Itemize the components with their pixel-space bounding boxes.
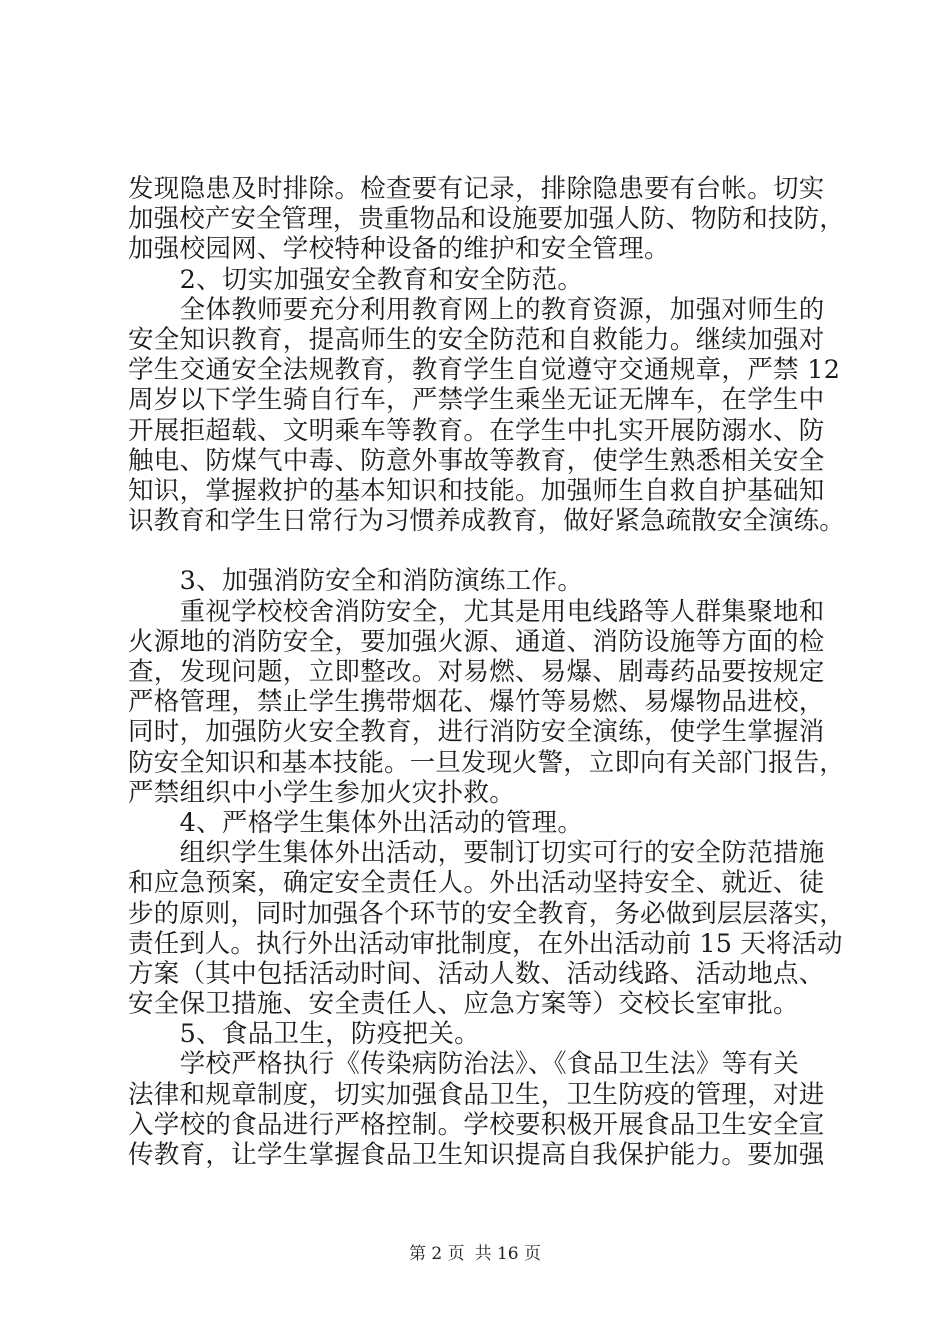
text-line: 责任到人。执行外出活动审批制度，在外出活动前 15 天将活动 (128, 928, 843, 959)
text-line: 查，发现问题，立即整改。对易燃、易爆、剧毒药品要按规定 (128, 657, 825, 687)
text-line: 开展拒超载、文明乘车等教育。在学生中扎实开展防溺水、防 (128, 415, 825, 446)
text-line: 安全保卫措施、安全责任人、应急方案等）交校长室审批。 (128, 989, 799, 1020)
text-line: 严禁组织中小学生参加火灾扑救。 (128, 777, 516, 808)
blank-line (128, 536, 848, 566)
text-line: 发现隐患及时排除。检查要有记录，排除隐患要有台帐。切实 (128, 174, 825, 204)
page-number: 第 2 页 (408, 1244, 465, 1264)
text-line: 严格管理，禁止学生携带烟花、爆竹等易燃、易爆物品进校， (128, 687, 825, 718)
text-line: 重视学校校舍消防安全，尤其是用电线路等人群集聚地和 (128, 596, 825, 627)
text-line: 法律和规章制度，切实加强食品卫生，卫生防疫的管理，对进 (128, 1079, 825, 1110)
text-line: 防安全知识和基本技能。一旦发现火警，立即向有关部门报告， (128, 747, 845, 778)
text-line: 全体教师要充分利用教育网上的教育资源，加强对师生的 (128, 294, 825, 325)
text-line: 加强校产安全管理，贵重物品和设施要加强人防、物防和技防， (128, 204, 845, 235)
text-line: 方案（其中包括活动时间、活动人数、活动线路、活动地点、 (128, 958, 825, 989)
text-line: 安全知识教育，提高师生的安全防范和自救能力。继续加强对 (128, 324, 825, 355)
text-line: 传教育，让学生掌握食品卫生知识提高自我保护能力。要加强 (128, 1140, 825, 1170)
text-line: 入学校的食品进行严格控制。学校要积极开展食品卫生安全宣 (128, 1109, 825, 1140)
text-line: 同时，加强防火安全教育，进行消防安全演练，使学生掌握消 (128, 717, 825, 748)
text-line: 知识，掌握救护的基本知识和技能。加强师生自救自护基础知 (128, 475, 825, 506)
text-line: 学生交通安全法规教育，教育学生自觉遵守交通规章，严禁 12 (128, 355, 841, 386)
text-line: 学校严格执行《传染病防治法》、《食品卫生法》等有关 (128, 1049, 800, 1080)
text-line: 5、食品卫生，防疫把关。 (128, 1019, 480, 1050)
text-line: 3、加强消防安全和消防演练工作。 (128, 566, 584, 597)
text-line: 和应急预案，确定安全责任人。外出活动坚持安全、就近、徒 (128, 868, 825, 899)
text-line: 周岁以下学生骑自行车，严禁学生乘坐无证无牌车，在学生中 (128, 385, 825, 416)
text-line: 识教育和学生日常行为习惯养成教育，做好紧急疏散安全演练。 (128, 506, 845, 537)
document-body (128, 174, 848, 1170)
text-line: 组织学生集体外出活动，要制订切实可行的安全防范措施 (128, 838, 825, 869)
text-line: 触电、防煤气中毒、防意外事故等教育，使学生熟悉相关安全 (128, 445, 825, 476)
text-line: 火源地的消防安全，要加强火源、通道、消防设施等方面的检 (128, 626, 825, 657)
text-line: 步的原则，同时加强各个环节的安全教育，务必做到层层落实， (128, 898, 845, 929)
text-line: 2、切实加强安全教育和安全防范。 (128, 264, 584, 295)
page-footer (0, 1243, 950, 1265)
text-line: 4、严格学生集体外出活动的管理。 (128, 807, 584, 838)
page-total: 共 16 页 (474, 1244, 542, 1264)
text-line: 加强校园网、学校特种设备的维护和安全管理。 (128, 234, 670, 265)
